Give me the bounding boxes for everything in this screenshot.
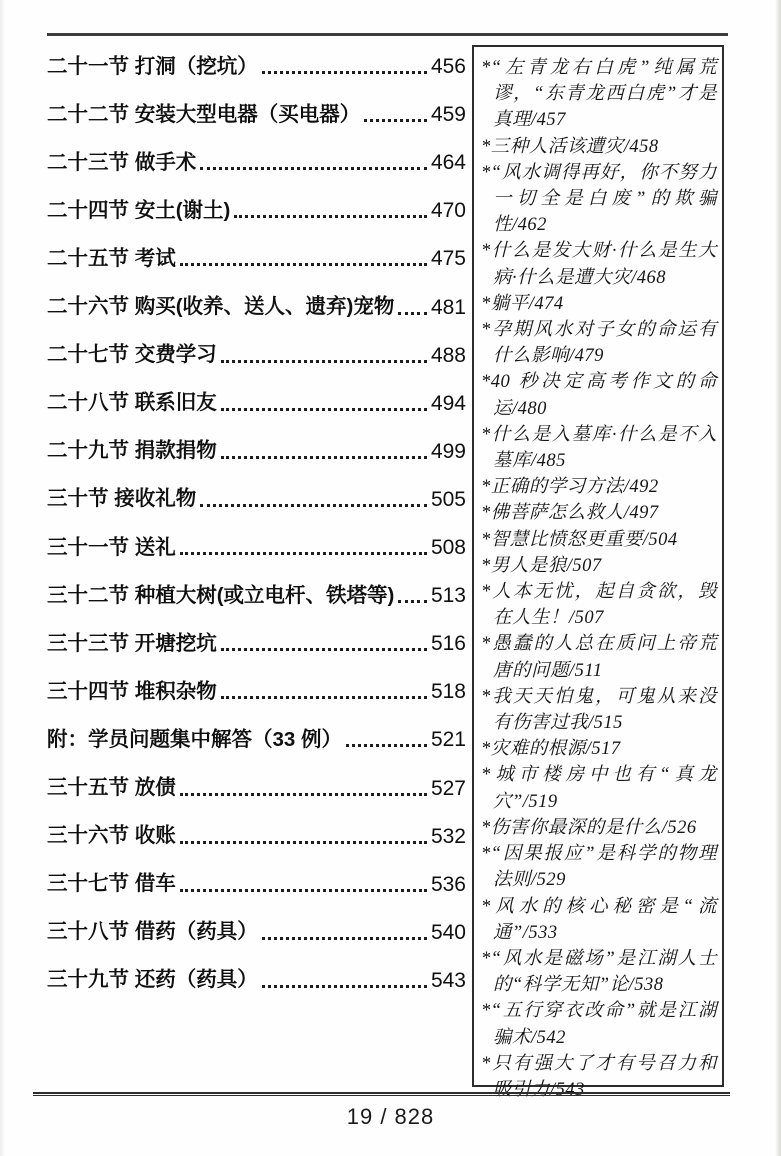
toc-entry-row — [47, 182, 466, 230]
toc-entry-row — [47, 38, 466, 86]
toc-entry-title: 二十一节 打洞（挖坑） — [47, 54, 258, 78]
toc-entry-row — [47, 327, 466, 375]
dotted-leader — [346, 744, 427, 747]
toc-entry-row — [47, 663, 466, 711]
toc-entry-page: 516 — [430, 632, 466, 656]
dotted-leader — [262, 985, 427, 988]
toc-entry-row — [47, 952, 466, 1000]
dotted-leader — [180, 889, 427, 892]
toc-entry-title: 二十二节 安装大型电器（买电器） — [47, 102, 361, 126]
toc-entry-title: 二十五节 考试 — [47, 246, 176, 270]
highlight-item: *什么是入墓库·什么是不入墓库/485 — [481, 424, 717, 472]
toc-entry-title: 附：学员问题集中解答（33 例） — [47, 727, 342, 751]
bottom-rule — [33, 1092, 730, 1096]
toc-entry-title: 三十六节 收账 — [47, 824, 176, 848]
toc-entry-page: 488 — [430, 343, 466, 367]
toc-entry-title: 二十九节 捐款捐物 — [47, 439, 217, 463]
dotted-leader — [180, 841, 427, 844]
highlight-item: *躺平/474 — [481, 293, 564, 314]
toc-entry-title: 二十六节 购买(收养、送人、遗弃)宠物 — [47, 295, 395, 319]
dotted-leader — [262, 937, 427, 940]
toc-entry-page: 513 — [430, 584, 466, 608]
dotted-leader — [200, 504, 427, 507]
toc-entry-row — [47, 808, 466, 856]
dotted-leader — [221, 696, 427, 699]
highlight-item: *灾难的根源/517 — [481, 739, 621, 760]
highlight-item: *伤害你最深的是什么/526 — [481, 817, 697, 838]
toc-entry-title: 三十节 接收礼物 — [47, 487, 197, 511]
toc-entry-page: 456 — [430, 55, 466, 79]
toc-entry-page: 499 — [430, 439, 466, 463]
toc-entry-page: 459 — [430, 103, 466, 127]
highlights-box — [472, 45, 724, 1100]
highlight-item: *孕期风水对子女的命运有什么影响/479 — [481, 320, 717, 367]
highlight-item: *男人是狼/507 — [481, 555, 602, 576]
toc-entry-page: 518 — [430, 680, 466, 704]
toc-entry-title: 三十三节 开塘挖坑 — [47, 631, 217, 655]
toc-entry-page: 540 — [430, 920, 466, 944]
highlight-item: *人本无忧，起自贪欲，毁在人生！/507 — [481, 582, 717, 629]
dotted-leader — [180, 793, 427, 796]
dotted-leader — [234, 215, 427, 218]
toc-entry-title: 二十四节 安土(谢土) — [47, 198, 231, 222]
scan-edge-left — [0, 0, 5, 1156]
highlight-item: *正确的学习方法/492 — [481, 477, 659, 498]
toc-entry-row — [47, 423, 466, 471]
toc-entry-row — [47, 856, 466, 904]
toc-entry-page: 527 — [430, 776, 466, 800]
toc-entry-title: 二十三节 做手术 — [47, 150, 197, 174]
toc-entry-row — [47, 471, 466, 519]
toc-entry-row — [47, 759, 466, 807]
dotted-leader — [221, 360, 427, 363]
toc-entry-row — [47, 230, 466, 278]
dotted-leader — [221, 648, 427, 651]
toc-entry-row — [47, 519, 466, 567]
toc-entry-title: 二十八节 联系旧友 — [47, 391, 217, 415]
toc-entry-row — [47, 86, 466, 134]
toc-entry-row — [47, 375, 466, 423]
highlight-item: *愚蠢的人总在质问上帝荒唐的问题/511 — [481, 634, 717, 681]
highlight-item: *“左青龙右白虎”纯属荒谬，“东青龙西白虎”才是真理/457 — [481, 58, 717, 131]
highlight-item: *城市楼房中也有“真龙穴”/519 — [481, 765, 717, 812]
highlight-item: *40 秒决定高考作文的命运/480 — [481, 372, 717, 419]
toc-entry-page: 543 — [430, 968, 466, 992]
toc-entry-page: 521 — [430, 728, 466, 752]
toc-entry-title: 三十二节 种植大树(或立电杆、铁塔等) — [47, 583, 395, 607]
highlight-item: *“风水是磁场”是江湖人士的“科学无知”论/538 — [481, 948, 717, 996]
toc-entry-title: 三十八节 借药（药具） — [47, 920, 258, 944]
toc-entry-page: 532 — [430, 824, 466, 848]
toc-entry-page: 536 — [430, 872, 466, 896]
toc-entry-page: 508 — [430, 536, 466, 560]
toc-entry-row — [47, 567, 466, 615]
dotted-leader — [398, 600, 427, 603]
toc-entry-page: 481 — [430, 295, 466, 319]
dotted-leader — [364, 119, 427, 122]
highlight-item: *“五行穿衣改命”就是江湖骗术/542 — [481, 1001, 717, 1048]
toc-entry-page: 475 — [430, 247, 466, 271]
dotted-leader — [180, 263, 427, 266]
highlight-item: *我天天怕鬼，可鬼从来没有伤害过我/515 — [481, 686, 717, 734]
toc-entry-title: 三十七节 借车 — [47, 872, 176, 896]
dotted-leader — [180, 552, 427, 555]
toc-entry-title: 三十五节 放债 — [47, 776, 176, 799]
dotted-leader — [398, 312, 427, 315]
highlight-item: *“风水调得再好，你不努力一切全是白废”的欺骗性/462 — [481, 162, 717, 236]
toc-entry-page: 470 — [430, 199, 466, 223]
toc-list — [47, 38, 466, 1000]
top-rule — [47, 33, 728, 36]
highlight-item: *三种人活该遭灾/458 — [481, 136, 659, 157]
page-number: 19 / 828 — [346, 1104, 435, 1129]
highlight-item: *什么是发大财·什么是生大病·什么是遭大灾/468 — [481, 241, 717, 288]
toc-entry-row — [47, 134, 466, 182]
highlight-item: *“因果报应”是科学的物理法则/529 — [481, 844, 717, 891]
toc-entry-row — [47, 278, 466, 326]
dotted-leader — [262, 71, 427, 74]
toc-entry-title: 二十七节 交费学习 — [47, 343, 217, 367]
toc-entry-title: 三十一节 送礼 — [47, 535, 176, 559]
highlight-item: *只有强大了才有号召力和吸引力/543 — [481, 1053, 717, 1100]
toc-entry-page: 505 — [430, 487, 466, 511]
toc-entry-title: 三十九节 还药（药具） — [47, 968, 258, 992]
highlight-item: *智慧比愤怒更重要/504 — [481, 529, 678, 550]
highlight-item: *风水的核心秘密是“流通”/533 — [481, 896, 717, 943]
highlight-item: *佛菩萨怎么救人/497 — [481, 503, 659, 524]
toc-entry-row — [47, 904, 466, 952]
toc-entry-page: 464 — [430, 151, 466, 175]
toc-entry-page: 494 — [430, 391, 466, 415]
scan-edge-right — [775, 0, 781, 1156]
dotted-leader — [200, 167, 427, 170]
toc-entry-title: 三十四节 堆积杂物 — [47, 679, 217, 703]
toc-entry-row — [47, 615, 466, 663]
toc-entry-row — [47, 711, 466, 759]
dotted-leader — [221, 456, 427, 459]
dotted-leader — [221, 408, 427, 411]
